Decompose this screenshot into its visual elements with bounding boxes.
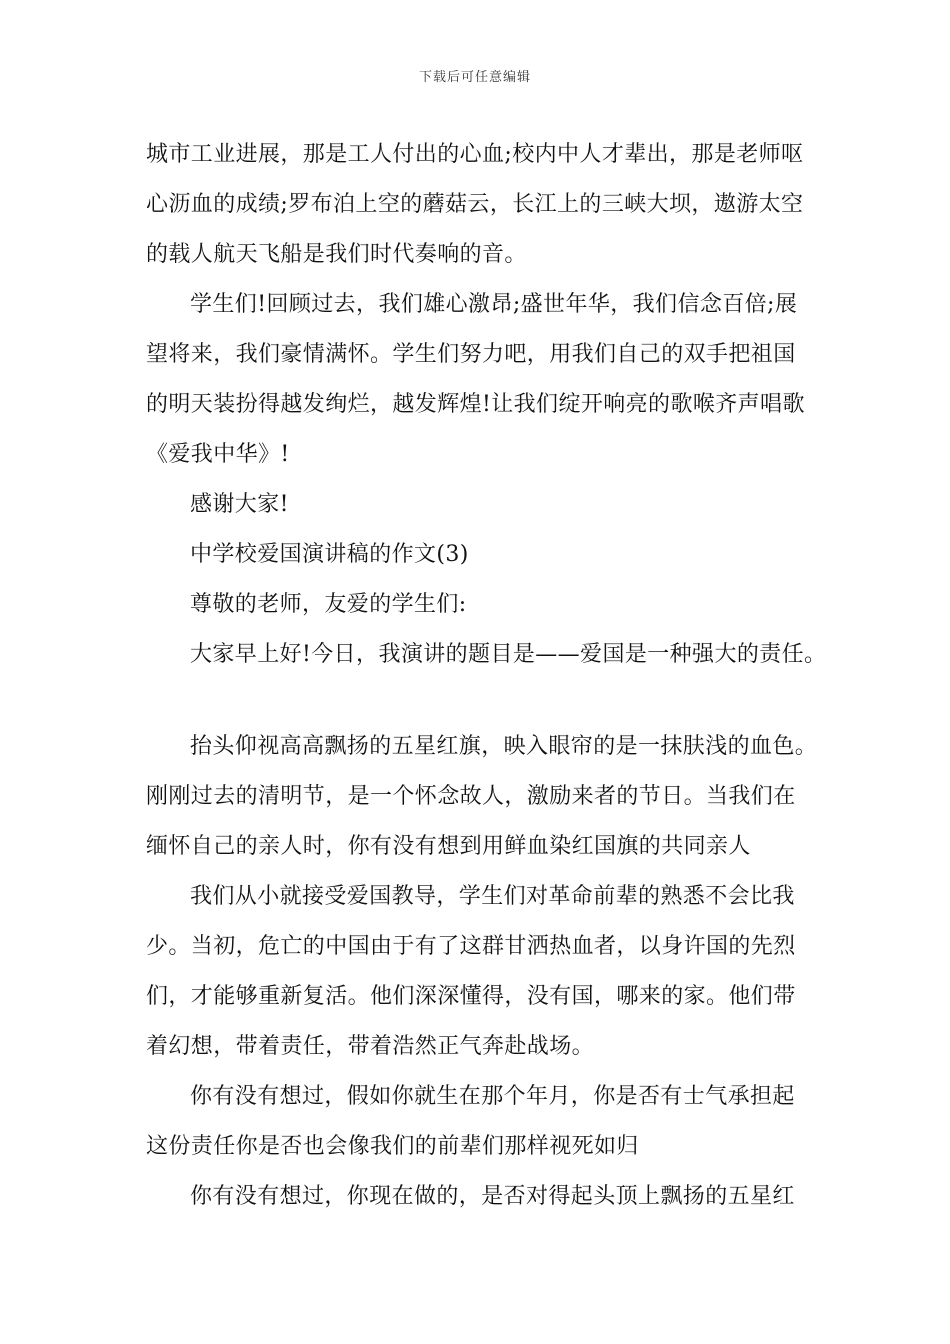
text-line: 城市工业进展，那是工人付出的心血;校内中人才辈出，那是老师呕 [146, 142, 804, 167]
text-line: 望将来，我们豪情满怀。学生们努力吧，用我们自己的双手把祖国 [146, 342, 796, 367]
text-line: 《爱我中华》! [146, 442, 290, 467]
text-line: 抬头仰视高高飘扬的五星红旗，映入眼帘的是一抹肤浅的血色。 [190, 734, 818, 759]
text-line: 心沥血的成绩;罗布泊上空的蘑菇云，长江上的三峡大坝，遨游太空 [146, 192, 804, 217]
text-line: 学生们!回顾过去，我们雄心激昂;盛世年华，我们信念百倍;展 [190, 292, 798, 317]
text-line: 这份责任你是否也会像我们的前辈们那样视死如归 [146, 1134, 639, 1159]
text-line: 我们从小就接受爱国教导，学生们对革命前辈的熟悉不会比我 [190, 884, 795, 909]
text-line: 着幻想，带着责任，带着浩然正气奔赴战场。 [146, 1034, 595, 1059]
text-line: 你有没有想过，假如你就生在那个年月，你是否有士气承担起 [190, 1084, 795, 1109]
text-line: 的明天装扮得越发绚烂，越发辉煌!让我们绽开响亮的歌喉齐声唱歌 [146, 392, 805, 417]
text-line: 大家早上好!今日，我演讲的题目是——爱国是一种强大的责任。 [190, 642, 827, 667]
text-line: 缅怀自己的亲人时，你有没有想到用鲜血染红国旗的共同亲人 [146, 834, 751, 859]
text-line: 尊敬的老师，友爱的学生们: [190, 592, 467, 617]
text-line: 刚刚过去的清明节，是一个怀念故人，激励来者的节日。当我们在 [146, 784, 796, 809]
text-line: 少。当初，危亡的中国由于有了这群甘洒热血者，以身许国的先烈 [146, 934, 796, 959]
paragraph-gap [146, 680, 826, 722]
text-line: 感谢大家! [190, 492, 289, 517]
section-title: 中学校爱国演讲稿的作文(3) [190, 542, 469, 567]
text-line: 你有没有想过，你现在做的，是否对得起头顶上飘扬的五星红 [190, 1184, 795, 1209]
text-line: 们，才能够重新复活。他们深深懂得，没有国，哪来的家。他们带 [146, 984, 796, 1009]
page-header: 下载后可任意编辑 [418, 70, 531, 85]
text-line: 的载人航天飞船是我们时代奏响的音。 [146, 242, 527, 267]
document-body [146, 130, 826, 1222]
